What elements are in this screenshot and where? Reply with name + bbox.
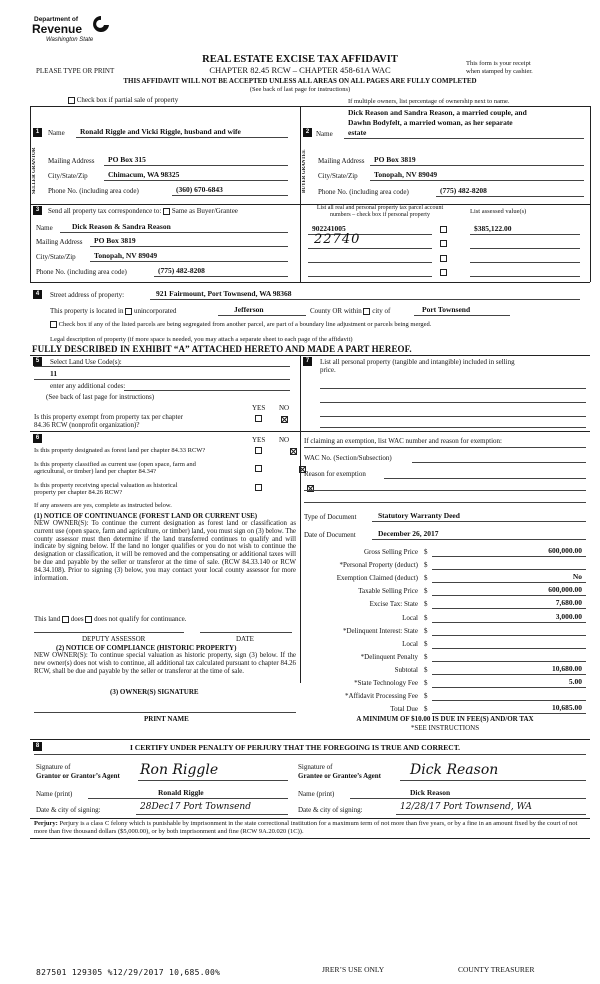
segregated-label: Check box if any of the listed parcels are being segregated from another parcel, are part of a boundary line adjustment or parcels being merged. [58,321,432,328]
parcel-3-personal-checkbox[interactable] [440,255,447,262]
grantee-signature[interactable]: Dick Reason [410,762,499,778]
notice-continuance-text: NEW OWNER(S): To continue the current designation as forest land or classification as current use (open space, farm and agriculture, or timber) land, you must sign on (3) below. The county assessor must then determine if the land transferred continues to qualify and will indicate by signing below. If the land no longer qualifies or you do not wish to continue the designation or classification, it will be removed and the compensating or additional taxes will be due and payable by the seller or transferor at the time of sale. (RCW 84.33.140 or RCW 84.34.108). Prior to signing (3) below, you may contact your local county assessor for more information. [34,520,296,582]
dollar-sign: $ [424,613,428,622]
same-as-buyer-label: Same as Buyer/Grantee [171,207,238,215]
segregated-checkbox[interactable] [50,321,57,328]
buyer-city[interactable]: Tonopah, NV 89049 [374,170,438,179]
tax-row-label: Local [402,613,418,622]
doc-type[interactable]: Statutory Warranty Deed [378,511,460,520]
tax-row-label: *Delinquent Penalty [360,652,418,661]
minimum-note-1: A MINIMUM OF $10.00 IS DUE IN FEE(S) AND/OR TAX [356,715,534,723]
county-name[interactable]: Jefferson [234,305,264,314]
exhibit-text[interactable]: FULLY DESCRIBED IN EXHIBIT “A” ATTACHED HERETO AND MADE A PART HEREOF. [32,344,412,354]
section-3-number: 3 [33,206,42,215]
personal-property-label-1: List all personal property (tangible and intangible) included in selling [320,358,515,366]
tax-row-value[interactable]: No [572,572,582,582]
grantee-sig-label-2: Grantee or Grantee’s Agent [298,772,382,780]
corr-mail-label: Mailing Address [36,238,83,246]
dollar-sign: $ [424,600,428,609]
land-use-see-back: (See back of last page for instructions) [46,393,155,401]
dor-logo [28,14,108,54]
form-subtitle: CHAPTER 82.45 RCW – CHAPTER 458-61A WAC [209,65,391,75]
exempt-no-checkbox[interactable] [281,416,288,423]
unincorporated-checkbox[interactable] [125,308,132,315]
current-use-question-2: agricultural, or timber) land per chapter 84.34? [34,468,157,475]
s6-no-header: NO [279,436,290,444]
located-label: This property is located in [50,307,124,315]
segregated-row [50,321,590,328]
section-1-number: 1 [33,128,42,137]
qualify-row [34,615,186,623]
grantee-date-city-label: Date & city of signing: [298,806,363,814]
county-or-row [310,307,390,315]
corr-name[interactable]: Dick Reason & Sandra Reason [72,222,171,231]
buyer-mail-label: Mailing Address [318,157,365,165]
assessed-1[interactable]: $385,122.00 [474,224,512,233]
land-use-code[interactable]: 11 [50,369,58,378]
city-of-label: city of [372,307,391,315]
receipt-note-2: when stamped by cashier. [466,68,533,75]
does-not-label: does not qualify for continuance. [94,615,187,623]
s6-yes-header: YES [252,436,266,444]
dollar-sign: $ [424,626,428,635]
perjury-label: Perjury: [34,820,58,827]
tax-row-label: *Personal Property (deduct) [339,561,418,570]
does-not-checkbox[interactable] [85,616,92,623]
tax-row-label: Excise Tax: State [369,600,418,609]
exempt-question-1: Is this property exempt from property tax per chapter [34,413,183,421]
tax-row-label: *Affidavit Processing Fee [345,692,418,701]
land-use-yes-header: YES [252,404,266,412]
section-5-number: 5 [33,357,42,366]
parcel-1-personal-checkbox[interactable] [440,226,447,233]
tax-row-label: *State Technology Fee [354,679,418,687]
historic-question-1: Is this property receiving special valuation as historical [34,482,178,489]
correspondence-row [48,207,238,215]
unincorporated-label: unincorporated [133,307,177,315]
additional-codes-label: enter any additional codes: [50,382,126,390]
does-label: does [70,615,84,623]
personal-property-label-2: price. [320,366,336,374]
street-address[interactable]: 921 Fairmount, Port Townsend, WA 98368 [156,289,292,298]
this-land-label: This land [34,615,61,623]
county-or-label: County OR within [310,307,362,315]
correspondence-label: Send all property tax correspondence to: [48,207,162,215]
doc-date-label: Date of Document [304,531,356,539]
same-as-buyer-checkbox[interactable] [163,208,170,215]
tax-row-label: Local [402,639,418,648]
logo-line3: Washington State [46,37,94,43]
receipt-note-1: This form is your receipt [466,60,531,67]
historic-question-2: property per chapter 84.26 RCW? [34,489,123,496]
reason-label: Reason for exemption [304,470,366,478]
owner-signature-label: (3) OWNER(S) SIGNATURE [110,688,199,696]
deputy-assessor-label: DEPUTY ASSESSOR [82,635,146,643]
buyer-name-line3[interactable]: estate [348,128,367,137]
parcels-header-2: numbers – check box if personal property [330,212,430,218]
historic-yes-checkbox[interactable] [255,484,262,491]
current-use-yes-checkbox[interactable] [255,465,262,472]
corr-mail[interactable]: PO Box 3819 [94,236,136,245]
corr-name-label: Name [36,224,53,232]
buyer-name-line2[interactable]: Dawhn Bodyfelt, a married woman, as her separate [348,118,513,127]
receipt-stamp: 827501 129305 %12/29/2017 10,685.00% [36,968,221,977]
grantee-sig-label-1: Signature of [298,763,333,771]
section-8-number: 8 [33,742,42,751]
tax-row-label: Total Due [390,705,418,714]
section-2-number: 2 [303,128,312,137]
grantor-name-print-label: Name (print) [36,790,73,798]
date-label: DATE [236,635,254,643]
tax-row-label: *Delinquent Interest: State [342,626,418,635]
tax-row-value[interactable]: 5.00 [568,677,582,686]
grantor-name[interactable]: Ronald Riggle [158,788,204,797]
exempt-yes-checkbox[interactable] [255,415,262,422]
buyer-name-label: Name [316,130,333,138]
dollar-sign: $ [424,561,428,570]
seller-side-label: SELLER GRANTOR [32,147,37,195]
legal-desc-label: Legal description of property (if more space is needed, you may attach a separate sheet to each page of the affidavit) [50,336,353,343]
partial-sale-row [68,96,178,104]
tax-row-value[interactable]: 10,685.00 [552,703,582,713]
form-warning: THIS AFFIDAVIT WILL NOT BE ACCEPTED UNLESS ALL AREAS ON ALL PAGES ARE FULLY COMPLETED [123,77,477,85]
exempt-question-2: 84.36 RCW (nonprofit organization)? [34,421,140,429]
buyer-phone[interactable]: (775) 482-8208 [440,186,487,195]
seller-name-label: Name [48,129,65,137]
doc-type-label: Type of Document [304,513,357,521]
dollar-sign: $ [424,639,428,648]
grantor-date-city-label: Date & city of signing: [36,806,101,814]
grantor-signature[interactable]: Ron Riggle [140,762,219,778]
doc-date[interactable]: December 26, 2017 [378,529,439,538]
corr-city[interactable]: Tonopah, NV 89049 [94,251,158,260]
parcel-1[interactable]: 902241005 [312,224,346,233]
logo-swoosh-icon [92,15,110,35]
tax-row-label: Gross Selling Price [363,548,418,556]
parcel-4-personal-checkbox[interactable] [440,269,447,276]
city-name[interactable]: Port Townsend [422,305,471,314]
tax-row-label: Taxable Selling Price [358,587,418,596]
grantor-date-city[interactable]: 28Dec17 Port Townsend [140,802,251,812]
parcel-2-personal-checkbox[interactable] [440,240,447,247]
tax-row-value[interactable]: 600,000.00 [548,585,582,595]
grantee-name[interactable]: Dick Reason [410,788,451,797]
section-6-number: 6 [33,434,42,443]
parcels-header-1: List all real and personal property tax parcel account [316,205,444,211]
grantee-date-city[interactable]: 12/28/17 Port Townsend, WA [400,802,532,812]
if-yes-note: If any answers are yes, complete as instructed below. [34,502,172,509]
seller-phone-label: Phone No. (including area code) [48,187,139,195]
seller-mail[interactable]: PO Box 315 [108,155,146,164]
notice-continuance-title: (1) NOTICE OF CONTINUANCE (FOREST LAND OR CURRENT USE) [34,512,258,520]
buyer-phone-label: Phone No. (including area code) [318,188,409,196]
certify-text: I CERTIFY UNDER PENALTY OF PERJURY THAT THE FOREGOING IS TRUE AND CORRECT. [130,743,461,752]
grantor-sig-label-1: Signature of [36,763,71,771]
seller-name[interactable]: Ronald Riggle and Vicki Riggle, husband and wife [80,127,241,136]
print-name-label: PRINT NAME [144,715,189,723]
minimum-note-2: *SEE INSTRUCTIONS [410,724,480,732]
dollar-sign: $ [424,692,428,701]
dollar-sign: $ [424,652,428,661]
seller-city-label: City/State/Zip [48,172,88,180]
buyer-mail[interactable]: PO Box 3819 [374,155,416,164]
wac-label: WAC No. (Section/Subsection) [304,454,392,462]
dollar-sign: $ [424,665,428,674]
dollar-sign: $ [424,679,428,687]
dollar-sign: $ [424,574,428,583]
please-type: PLEASE TYPE OR PRINT [36,67,115,75]
tax-row-value[interactable]: 3,000.00 [555,611,582,621]
user-only-label: JRER’S USE ONLY [322,965,385,974]
street-label: Street address of property: [50,291,125,299]
perjury-block [34,820,588,836]
exemption-label: If claiming an exemption, list WAC number and reason for exemption: [304,437,502,445]
logo-line2: Revenue [32,22,83,36]
county-treasurer-label: COUNTY TREASURER [458,965,535,974]
multiple-owners-note: If multiple owners, list percentage of ownership next to name. [348,98,510,105]
partial-sale-label: Check box if partial sale of property [76,96,179,104]
form-title: REAL ESTATE EXCISE TAX AFFIDAVIT [202,54,398,65]
tax-row-label: Subtotal [394,665,418,674]
tax-row-value[interactable]: 10,680.00 [552,663,582,673]
city-of-checkbox[interactable] [363,308,370,315]
logo-line1: Department of [34,16,79,23]
partial-sale-checkbox[interactable] [68,97,75,104]
assessed-header: List assessed value(s) [470,208,527,215]
dollar-sign: $ [424,587,428,596]
located-row [50,307,176,315]
seller-city[interactable]: Chimacum, WA 98325 [108,170,180,179]
forest-question: Is this property designated as forest land per chapter 84.33 RCW? [34,447,206,454]
tax-row-label: Exemption Claimed (deduct) [336,574,418,583]
dollar-sign: $ [424,548,428,556]
buyer-city-label: City/State/Zip [318,172,358,180]
seller-phone[interactable]: (360) 670-6843 [176,185,223,194]
seller-mail-label: Mailing Address [48,157,95,165]
tax-row-value[interactable]: 7,680.00 [555,598,582,608]
corr-phone-label: Phone No. (including area code) [36,268,127,276]
section-4-number: 4 [33,290,42,299]
notice-compliance-title: (2) NOTICE OF COMPLIANCE (HISTORIC PROPERTY) [56,644,237,652]
land-use-no-header: NO [279,404,290,412]
buyer-side-label: BUYER GRANTEE [302,149,307,193]
dollar-sign: $ [424,705,428,714]
grantor-sig-label-2: Grantor or Grantor’s Agent [36,772,120,780]
notice-compliance-text: NEW OWNER(S): To continue special valuation as historic property, sign (3) below. If the new owner(s) does not wish to continue, all additional tax calculated pursuant to chapter 84.26 RCW, shall be due and payable by the seller or transferor at the time of sale. [34,652,296,675]
corr-city-label: City/State/Zip [36,253,76,261]
forest-no-checkbox[interactable] [290,448,297,455]
current-use-question-1: Is this property classified as current use (open space, farm and [34,461,196,468]
tax-row-value[interactable]: 600,000.00 [548,546,582,555]
perjury-text: Perjury is a class C felony which is punishable by imprisonment in the state correctional institution for a maximum term of not more than five years, or by a fine in an amount fixed by the court of not more than five thousand dollars ($5,000.00), or by both imprisonment and fine (RCW 9A.20.020 (1C)). [34,820,578,836]
land-use-label: Select Land Use Code(s): [50,358,122,366]
buyer-name-line1[interactable]: Dick Reason and Sandra Reason, a married couple, and [348,108,527,117]
does-checkbox[interactable] [62,616,69,623]
corr-phone[interactable]: (775) 482-8208 [158,266,205,275]
grantee-name-print-label: Name (print) [298,790,335,798]
see-back: (See back of last page for instructions) [249,86,351,93]
parcel-2-handwritten[interactable]: 22740 [314,232,361,247]
section-7-number: 7 [303,357,312,366]
forest-yes-checkbox[interactable] [255,447,262,454]
